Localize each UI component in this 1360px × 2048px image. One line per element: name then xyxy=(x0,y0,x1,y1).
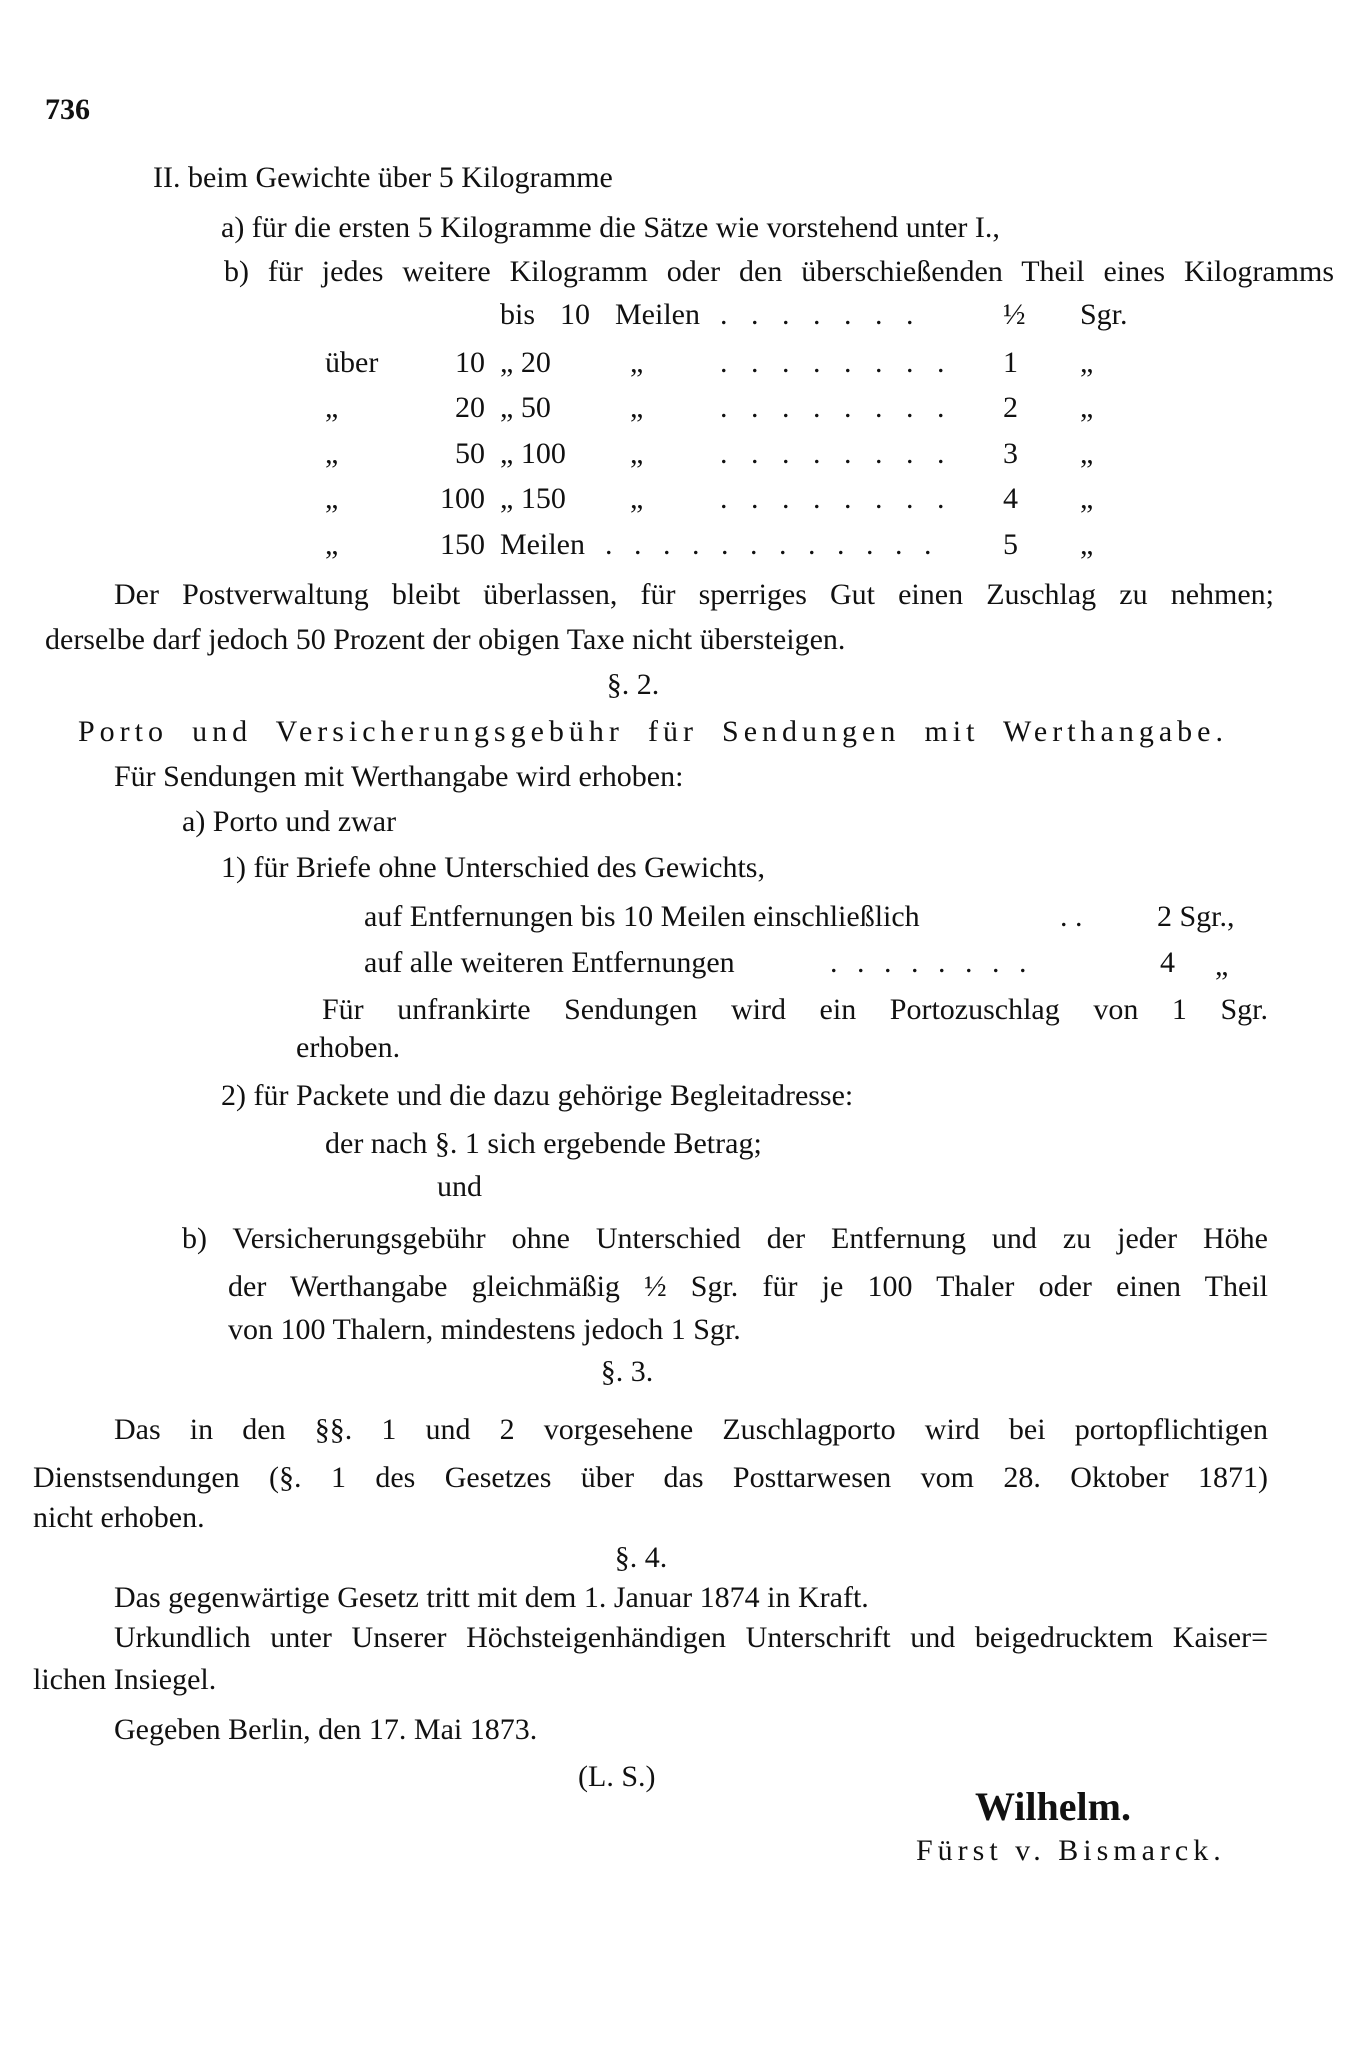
rate-rate: 3 xyxy=(1003,437,1018,470)
section-ii-heading: II. beim Gewichte über 5 Kilogramme xyxy=(153,161,613,194)
rate-to: Meilen xyxy=(500,528,585,561)
section-4-line-1: Das gegenwärtige Gesetz tritt mit dem 1. Januar 1874 in Kraft. xyxy=(114,1581,869,1614)
section-3-line-3: nicht erhoben. xyxy=(33,1501,205,1534)
rate-table-row xyxy=(0,345,1360,381)
rate-rate: 1 xyxy=(1003,346,1018,379)
a1-line-2-unit: „ xyxy=(1215,949,1229,982)
rate-currency: „ xyxy=(1080,528,1094,561)
section-3-title: §. 3. xyxy=(600,1355,654,1388)
section-2-a: a) Porto und zwar xyxy=(182,805,397,838)
rate-prefix: „ xyxy=(325,437,339,470)
rate-from: bis xyxy=(500,298,536,331)
a1-line-2-dots: . . . . . . . . xyxy=(830,946,1033,979)
rate-prefix: „ xyxy=(325,528,339,561)
signature: Wilhelm. xyxy=(975,1784,1131,1829)
rate-dots: . . . . . . . . xyxy=(720,437,953,470)
seal: (L. S.) xyxy=(578,1760,656,1793)
rate-from: 100 xyxy=(440,482,485,515)
rate-currency: „ xyxy=(1080,391,1094,424)
rate-dots: . . . . . . . . xyxy=(720,482,953,515)
rate-from: 20 xyxy=(455,391,485,424)
countersign: Fürst v. Bismarck. xyxy=(916,1834,1226,1867)
page-number: 736 xyxy=(45,93,90,126)
note-line-1: Der Postverwaltung bleibt überlassen, für sperriges Gut einen Zuschlag zu nehmen; xyxy=(114,578,1274,611)
a1-line-2-rate: 4 xyxy=(1160,946,1175,979)
rate-currency: „ xyxy=(1080,346,1094,379)
rate-unit: „ xyxy=(630,391,644,424)
a1-line-1-rate: 2 Sgr., xyxy=(1157,900,1235,933)
rate-rate: ½ xyxy=(1003,298,1026,331)
rate-rate: 4 xyxy=(1003,482,1018,515)
rate-currency: „ xyxy=(1080,482,1094,515)
rate-table-row xyxy=(0,436,1360,472)
b-line-1: b) Versicherungsgebühr ohne Unterschied der Entfernung und zu jeder Höhe xyxy=(182,1222,1268,1255)
rate-from: 50 xyxy=(455,437,485,470)
rate-rate: 2 xyxy=(1003,391,1018,424)
given-date: Gegeben Berlin, den 17. Mai 1873. xyxy=(114,1713,538,1746)
rate-rate: 5 xyxy=(1003,528,1018,561)
rate-unit: „ xyxy=(630,482,644,515)
rate-from: 150 xyxy=(440,528,485,561)
rate-to: 10 xyxy=(560,298,590,331)
rate-to: „ 150 xyxy=(500,482,566,515)
section-2-intro: Für Sendungen mit Werthangabe wird erhoben: xyxy=(114,760,684,793)
rate-prefix: „ xyxy=(325,391,339,424)
section-2-heading: Porto und Versicherungsgebühr für Sendungen mit Werthangabe. xyxy=(78,715,1228,748)
a2-line: der nach §. 1 sich ergebende Betrag; xyxy=(325,1127,762,1160)
section-ii-b: b) für jedes weitere Kilogramm oder den überschießenden Theil eines Kilogramms xyxy=(224,255,1334,288)
b-line-3: von 100 Thalern, mindestens jedoch 1 Sgr. xyxy=(228,1313,741,1346)
section-2-a1: 1) für Briefe ohne Unterschied des Gewichts, xyxy=(221,851,765,884)
rate-dots: . . . . . . . . xyxy=(720,346,953,379)
a1-line-1-dots: . . xyxy=(1060,900,1083,933)
section-ii-a: a) für die ersten 5 Kilogramme die Sätze wie vorstehend unter I., xyxy=(221,211,1000,244)
unfrankirt-line-1: Für unfrankirte Sendungen wird ein Portozuschlag von 1 Sgr. xyxy=(322,993,1268,1026)
section-4-title: §. 4. xyxy=(614,1541,668,1574)
rate-table-row xyxy=(0,481,1360,517)
section-2-title: §. 2. xyxy=(606,668,660,701)
rate-table-row xyxy=(0,527,1360,563)
section-3-line-1: Das in den §§. 1 und 2 vorgesehene Zuschlagporto wird bei portopflichtigen xyxy=(114,1413,1268,1446)
section-3-line-2: Dienstsendungen (§. 1 des Gesetzes über das Posttarwesen vom 28. Oktober 1871) xyxy=(33,1461,1268,1494)
rate-unit: „ xyxy=(630,437,644,470)
a1-line-2: auf alle weiteren Entfernungen xyxy=(364,946,735,979)
b-line-2: der Werthangabe gleichmäßig ½ Sgr. für je 100 Thaler oder einen Theil xyxy=(228,1270,1268,1303)
rate-unit: „ xyxy=(630,346,644,379)
rate-to: „ 100 xyxy=(500,437,566,470)
section-2-a2: 2) für Packete und die dazu gehörige Begleitadresse: xyxy=(221,1079,854,1112)
unfrankirt-line-2: erhoben. xyxy=(296,1031,401,1064)
rate-table-row xyxy=(0,390,1360,426)
rate-dots: . . . . . . . . . . . . xyxy=(605,528,939,561)
und: und xyxy=(437,1170,482,1203)
rate-currency: Sgr. xyxy=(1080,298,1128,331)
rate-currency: „ xyxy=(1080,437,1094,470)
rate-unit: Meilen xyxy=(615,298,700,331)
a1-line-1: auf Entfernungen bis 10 Meilen einschließlich xyxy=(364,900,920,933)
section-4-line-3: lichen Insiegel. xyxy=(33,1663,217,1696)
rate-dots: . . . . . . . xyxy=(720,298,922,331)
rate-from: 10 xyxy=(455,346,485,379)
note-line-2: derselbe darf jedoch 50 Prozent der obigen Taxe nicht übersteigen. xyxy=(45,623,846,656)
rate-prefix: „ xyxy=(325,482,339,515)
rate-to: „ 20 xyxy=(500,346,551,379)
rate-to: „ 50 xyxy=(500,391,551,424)
rate-dots: . . . . . . . . xyxy=(720,391,953,424)
rate-table-row xyxy=(0,297,1360,333)
section-4-line-2: Urkundlich unter Unserer Höchsteigenhändigen Unterschrift und beigedrucktem Kaiser= xyxy=(114,1621,1268,1654)
rate-prefix: über xyxy=(325,346,379,379)
